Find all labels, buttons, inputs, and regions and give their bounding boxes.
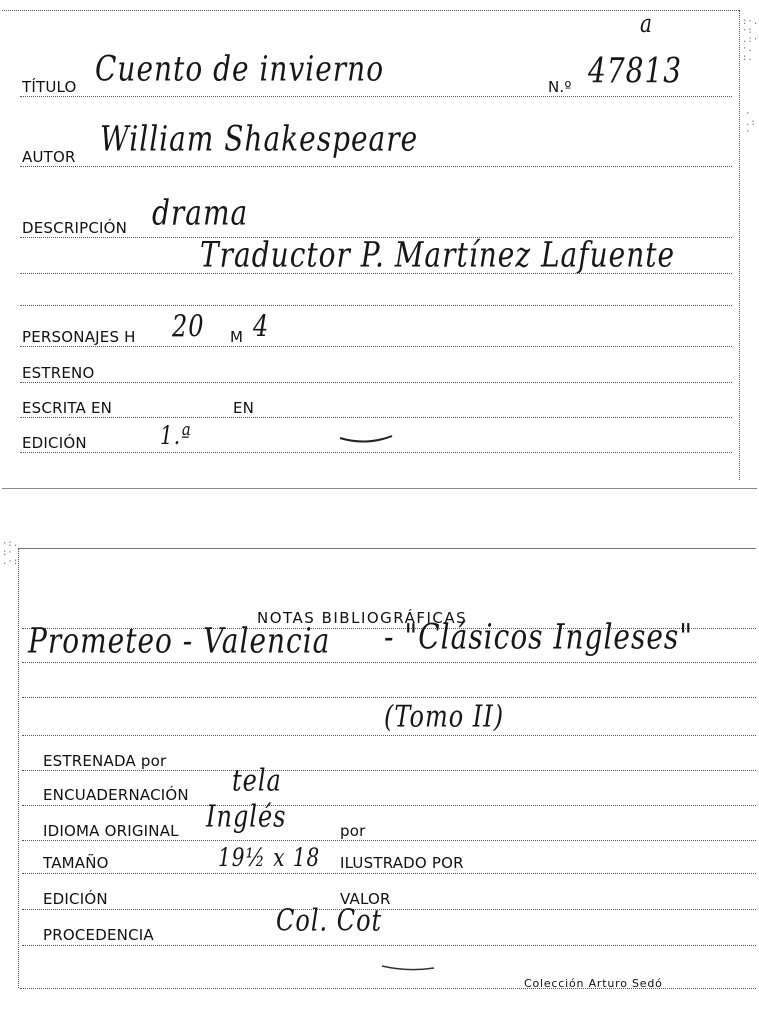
rule-tamano	[22, 873, 756, 874]
descripcion-label: DESCRIPCIÓN	[22, 219, 128, 237]
card2-left-border	[18, 548, 19, 988]
rule-descripcion-3	[20, 305, 732, 306]
note-publisher: Prometeo - Valencia	[28, 619, 331, 661]
escrita-label: ESCRITA EN	[22, 399, 113, 417]
idioma-value: Inglés	[206, 799, 287, 834]
encuadernacion-label: ENCUADERNACIÓN	[43, 786, 189, 804]
titulo-value: Cuento de invierno	[95, 47, 385, 89]
card2-bottom-border	[20, 988, 756, 989]
numero-label: N.º	[548, 78, 572, 96]
estrenada-label: ESTRENADA por	[43, 752, 167, 770]
rule-autor	[20, 166, 732, 167]
rule-idioma	[22, 840, 756, 841]
rule-note-1	[22, 662, 756, 663]
rule-titulo	[20, 96, 732, 97]
card-right-border	[739, 10, 740, 480]
rule-estrenada	[22, 770, 756, 771]
edicion2-label: EDICIÓN	[43, 890, 108, 908]
card2-top-border	[18, 548, 756, 549]
rule-procedencia	[22, 945, 756, 946]
rule-estreno	[20, 382, 732, 383]
titulo-label: TÍTULO	[22, 78, 77, 96]
rule-edicion	[20, 452, 732, 453]
rule-note-2	[22, 697, 756, 698]
numero-value: 47813	[588, 49, 683, 91]
corner-mark: a	[640, 8, 653, 38]
procedencia-value: Col. Cot	[276, 903, 383, 938]
encuadernacion-value: tela	[232, 763, 282, 798]
punch-mark-2	[378, 960, 438, 976]
tamano-label: TAMAÑO	[43, 854, 109, 872]
edge-speckle: · .: ·	[745, 109, 756, 137]
note-series: - "Clásicos Ingleses"	[384, 615, 694, 657]
estreno-label: ESTRENO	[22, 364, 95, 382]
rule-escrita	[20, 417, 732, 418]
coleccion-footer: Colección Arturo Sedó	[524, 977, 663, 990]
traductor-value: Traductor P. Martínez Lafuente	[200, 233, 676, 275]
rule-edicion2	[22, 909, 756, 910]
rule-note-3	[22, 735, 756, 736]
card-top-border	[2, 10, 739, 11]
personajes-h-value: 20	[172, 309, 205, 344]
tamano-value: 19½ x 18	[218, 842, 321, 872]
personajes-m-value: 4	[253, 309, 270, 344]
valor-label: VALOR	[340, 890, 391, 908]
note-volume: (Tomo II)	[384, 699, 505, 734]
edicion-label: EDICIÓN	[22, 434, 87, 452]
card-bottom-border	[2, 488, 757, 489]
autor-value: William Shakespeare	[100, 117, 419, 159]
personajes-m-label: M	[230, 328, 244, 346]
por-label: por	[340, 822, 366, 840]
edge-speckle: :·. ·: .:· ·. :.	[742, 17, 759, 63]
idioma-label: IDIOMA ORIGINAL	[43, 822, 179, 840]
edge-speckle: ·:. :· .·:	[2, 539, 19, 567]
procedencia-label: PROCEDENCIA	[43, 926, 154, 944]
rule-personajes	[20, 346, 732, 347]
rule-encuadernacion	[22, 805, 756, 806]
edicion-value: 1.ª	[160, 420, 192, 450]
descripcion-value: drama	[152, 191, 249, 233]
autor-label: AUTOR	[22, 148, 76, 166]
en-label: EN	[233, 399, 255, 417]
ilustrado-label: ILUSTRADO POR	[340, 854, 464, 872]
personajes-label: PERSONAJES H	[22, 328, 136, 346]
punch-mark	[336, 430, 396, 450]
notas-heading: NOTAS BIBLIOGRÁFICAS	[257, 609, 468, 627]
rule-descripcion-2	[20, 273, 732, 274]
